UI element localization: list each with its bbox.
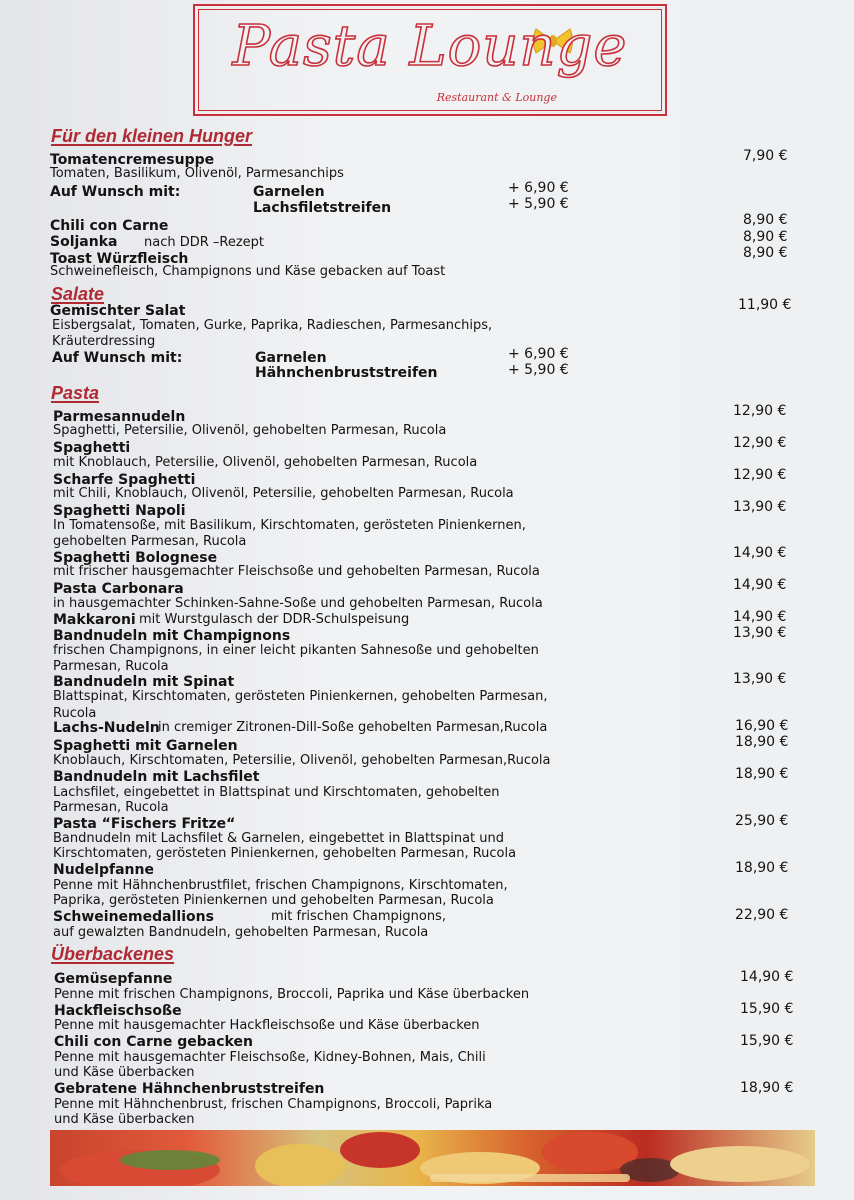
menu-item-name: Gemischter Salat (50, 303, 186, 319)
menu-item-desc: Paprika, gerösteten Pinienkernen und gehobelten Parmesan, Rucola (53, 893, 494, 908)
logo-frame (193, 4, 667, 116)
menu-item-name: Scharfe Spaghetti (53, 472, 196, 488)
section-title-salate: Salate (51, 284, 105, 304)
menu-item-name: Tomatencremesuppe (50, 152, 215, 168)
menu-item-price: 14,90 € (733, 609, 787, 625)
menu-item-desc: Eisbergsalat, Tomaten, Gurke, Paprika, Radieschen, Parmesanchips, (52, 318, 493, 333)
menu-item-desc: Parmesan, Rucola (53, 800, 169, 815)
menu-item-price: 22,90 € (735, 907, 789, 923)
menu-item-desc: Blattspinat, Kirschtomaten, gerösteten Pinienkernen, gehobelten Parmesan, (53, 689, 548, 704)
pasta-photo-drawing (50, 1130, 815, 1186)
extra-option: Garnelen (253, 184, 325, 200)
extra-label: Auf Wunsch mit: (50, 184, 181, 200)
menu-item-name: Nudelpfanne (53, 862, 154, 878)
menu-item-price: 8,90 € (743, 229, 788, 245)
extra-option: Garnelen (255, 350, 327, 366)
menu-item-price: 7,90 € (743, 148, 788, 164)
menu-item-desc: Parmesan, Rucola (53, 659, 169, 674)
extra-label: Auf Wunsch mit: (52, 350, 183, 366)
menu-item-price: 8,90 € (743, 212, 788, 228)
menu-item-desc: Tomaten, Basilikum, Olivenöl, Parmesanchips (50, 166, 344, 181)
menu-item-price: 14,90 € (733, 577, 787, 593)
menu-item-desc: mit Chili, Knoblauch, Olivenöl, Petersilie, gehobelten Parmesan, Rucola (53, 486, 514, 501)
extra-price: + 5,90 € (508, 196, 569, 212)
menu-item-desc: Penne mit Hähnchenbrustfilet, frischen Champignons, Kirschtomaten, (53, 878, 508, 893)
menu-item-price: 14,90 € (733, 545, 787, 561)
menu-item-name: Spaghetti mit Garnelen (53, 738, 238, 754)
menu-item-name: Bandnudeln mit Spinat (53, 674, 235, 690)
menu-item-price: 15,90 € (740, 1033, 794, 1049)
menu-item-name: Toast Würzfleisch (50, 251, 189, 267)
menu-item-price: 18,90 € (735, 766, 789, 782)
section-title-pasta: Pasta (51, 383, 100, 403)
menu-item-desc: mit Wurstgulasch der DDR-Schulspeisung (139, 612, 410, 627)
menu-item-price: 8,90 € (743, 245, 788, 261)
menu-item-name: Spaghetti Bolognese (53, 550, 218, 566)
menu-item-name: Spaghetti (53, 440, 131, 456)
menu-item-name: Lachs-Nudeln (53, 720, 160, 736)
menu-item-price: 13,90 € (733, 671, 787, 687)
menu-item-name: Pasta Carbonara (53, 581, 184, 597)
menu-item-name: Hackfleischsoße (54, 1003, 182, 1019)
extra-price: + 5,90 € (508, 362, 569, 378)
menu-item-name: Bandnudeln mit Champignons (53, 628, 291, 644)
menu-item-price: 25,90 € (735, 813, 789, 829)
menu-item-price: 14,90 € (740, 969, 794, 985)
menu-item-name: Gemüsepfanne (54, 971, 173, 987)
menu-item-price: 18,90 € (735, 734, 789, 750)
menu-item-name: Soljanka (50, 234, 118, 250)
logo-subtitle: Restaurant & Lounge (436, 91, 557, 104)
menu-item-price: 12,90 € (733, 403, 787, 419)
menu-item-desc: Penne mit hausgemachter Hackfleischsoße und Käse überbacken (54, 1018, 480, 1033)
menu-item-desc: Rucola (53, 706, 97, 721)
menu-item-desc: auf gewalzten Bandnudeln, gehobelten Parmesan, Rucola (53, 925, 429, 940)
menu-item-name: Bandnudeln mit Lachsfilet (53, 769, 260, 785)
menu-item-desc: mit frischen Champignons, (271, 909, 446, 924)
menu-item-desc: Kräuterdressing (52, 334, 156, 349)
menu-item-price: 15,90 € (740, 1001, 794, 1017)
menu-item-name: Chili con Carne gebacken (54, 1034, 253, 1050)
menu-item-desc: Knoblauch, Kirschtomaten, Petersilie, Olivenöl, gehobelten Parmesan,Rucola (53, 753, 551, 768)
menu-item-price: 18,90 € (740, 1080, 794, 1096)
menu-item-desc: mit frischer hausgemachter Fleischsoße und gehobelten Parmesan, Rucola (53, 564, 540, 579)
menu-item-price: 18,90 € (735, 860, 789, 876)
menu-item-desc: und Käse überbacken (54, 1065, 195, 1080)
menu-item-price: 12,90 € (733, 435, 787, 451)
menu-item-name: Pasta “Fischers Fritze“ (53, 816, 236, 832)
menu-item-name: Spaghetti Napoli (53, 503, 186, 519)
menu-item-price: 13,90 € (733, 625, 787, 641)
menu-item-desc: in hausgemachter Schinken-Sahne-Soße und gehobelten Parmesan, Rucola (53, 596, 543, 611)
menu-item-desc: gehobelten Parmesan, Rucola (53, 534, 247, 549)
menu-item-desc: Schweinefleisch, Champignons und Käse gebacken auf Toast (50, 264, 446, 279)
menu-item-name: Makkaroni (53, 612, 136, 628)
menu-item-desc: Lachsfilet, eingebettet in Blattspinat und Kirschtomaten, gehobelten (53, 785, 500, 800)
menu-item-desc: Spaghetti, Petersilie, Olivenöl, gehobelten Parmesan, Rucola (53, 423, 447, 438)
menu-item-desc: In Tomatensoße, mit Basilikum, Kirschtomaten, gerösteten Pinienkernen, (53, 518, 526, 533)
pasta-photo (50, 1130, 815, 1186)
extra-option: Hähnchenbruststreifen (255, 365, 438, 381)
menu-item-desc: Penne mit Hähnchenbrust, frischen Champignons, Broccoli, Paprika (54, 1097, 493, 1112)
extra-option: Lachsfiletstreifen (253, 200, 392, 216)
section-title-ueberbackenes: Überbackenes (51, 944, 175, 964)
extra-price: + 6,90 € (508, 346, 569, 362)
menu-item-desc: mit Knoblauch, Petersilie, Olivenöl, gehobelten Parmesan, Rucola (53, 455, 478, 470)
menu-item-desc: Penne mit hausgemachter Fleischsoße, Kidney-Bohnen, Mais, Chili (54, 1050, 486, 1065)
menu-item-desc: nach DDR –Rezept (144, 235, 265, 250)
extra-price: + 6,90 € (508, 180, 569, 196)
menu-item-price: 11,90 € (738, 297, 792, 313)
menu-item-desc: Penne mit frischen Champignons, Broccoli, Paprika und Käse überbacken (54, 987, 530, 1002)
menu-item-desc: Bandnudeln mit Lachsfilet & Garnelen, eingebettet in Blattspinat und (53, 831, 505, 846)
menu-item-desc: in cremiger Zitronen-Dill-Soße gehobelten Parmesan,Rucola (158, 720, 548, 735)
logo-text: Pasta Lounge (232, 14, 628, 79)
menu-item-desc: Kirschtomaten, gerösteten Pinienkernen, gehobelten Parmesan, Rucola (53, 846, 517, 861)
menu-item-price: 12,90 € (733, 467, 787, 483)
menu-item-price: 13,90 € (733, 499, 787, 515)
menu-item-price: 16,90 € (735, 718, 789, 734)
menu-item-name: Chili con Carne (50, 218, 169, 234)
section-title-kleinen-hunger: Für den kleinen Hunger (51, 126, 253, 146)
menu-item-name: Gebratene Hähnchenbruststreifen (54, 1081, 325, 1097)
menu-item-name: Parmesannudeln (53, 409, 186, 425)
menu-item-name: Schweinemedallions (53, 909, 214, 925)
menu-item-desc: frischen Champignons, in einer leicht pikanten Sahnesoße und gehobelten (53, 643, 539, 658)
menu-item-desc: und Käse überbacken (54, 1112, 195, 1127)
